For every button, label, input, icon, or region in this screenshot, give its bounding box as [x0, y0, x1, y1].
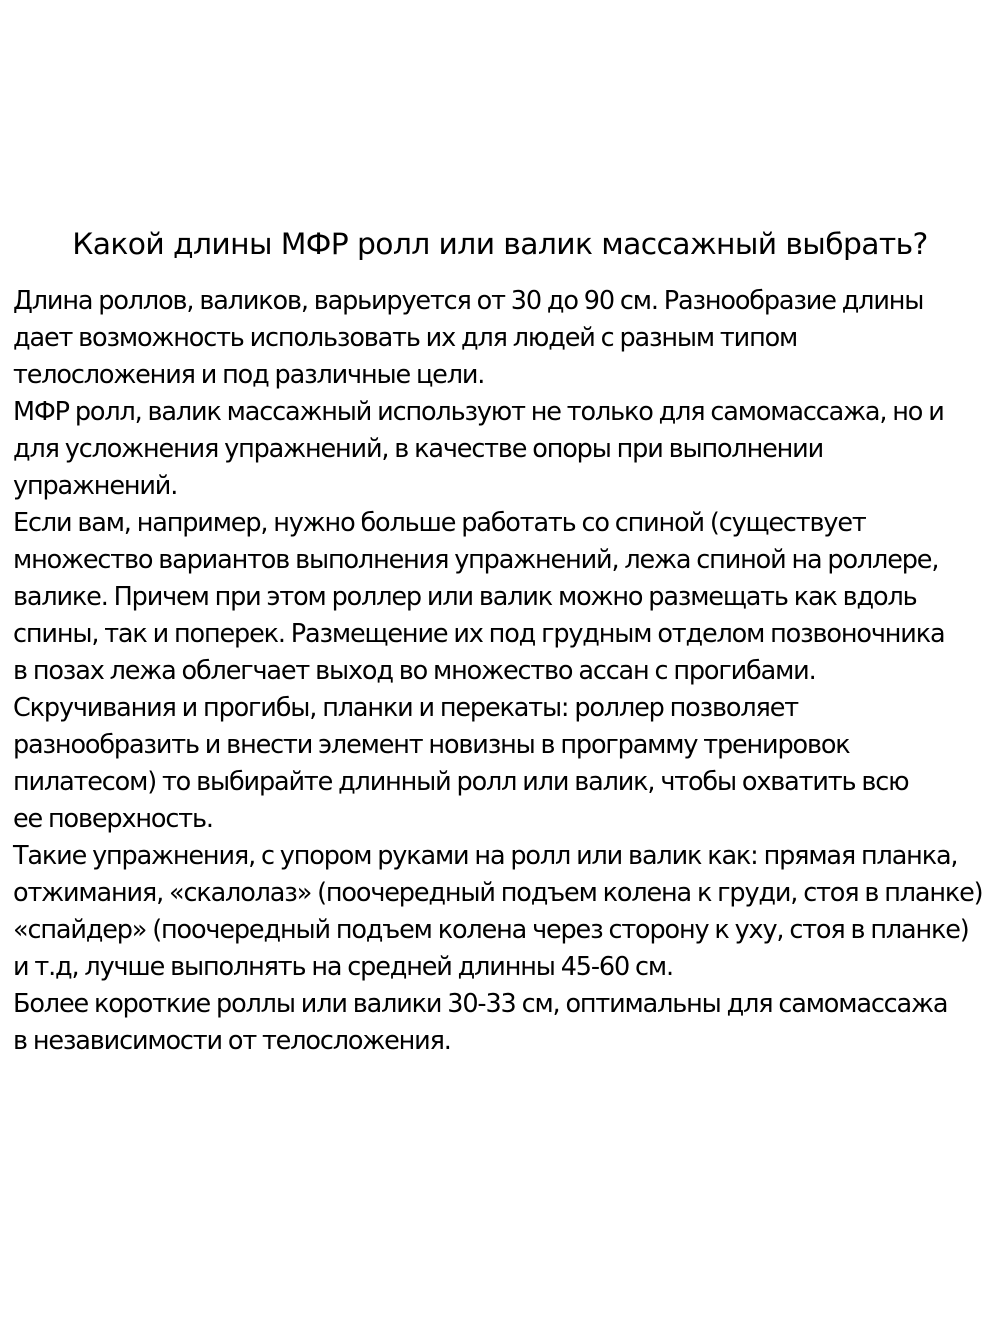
- body-line: дает возможность использовать их для людей с разным типом: [13, 323, 798, 353]
- document-body: [13, 283, 997, 1060]
- body-line: Более короткие роллы или валики 30-33 см, оптимальны для самомассажа: [13, 989, 948, 1019]
- body-line: множество вариантов выполнения упражнений, лежа спиной на роллере,: [13, 545, 939, 575]
- body-line: в позах лежа облегчает выход во множество ассан с прогибами.: [13, 656, 816, 686]
- body-line: Такие упражнения, с упором руками на ролл или валик как: прямая планка,: [13, 841, 958, 871]
- body-line: пилатесом) то выбирайте длинный ролл или валик, чтобы охватить всю: [13, 767, 909, 797]
- document-title: Какой длины МФР ролл или валик массажный выбрать?: [72, 227, 928, 262]
- body-line: в независимости от телосложения.: [13, 1026, 451, 1056]
- body-line: спины, так и поперек. Размещение их под грудным отделом позвоночника: [13, 619, 945, 649]
- body-line: телосложения и под различные цели.: [13, 360, 485, 390]
- body-line: отжимания, «скалолаз» (поочередный подъем колена к груди, стоя в планке): [13, 878, 983, 908]
- body-line: для усложнения упражнений, в качестве опоры при выполнении: [13, 434, 824, 464]
- body-line: Если вам, например, нужно больше работать со спиной (существует: [13, 508, 866, 538]
- body-line: упражнений.: [13, 471, 178, 501]
- body-line: Длина роллов, валиков, варьируется от 30 до 90 см. Разнообразие длины: [13, 286, 924, 316]
- body-line: разнообразить и внести элемент новизны в программу тренировок: [13, 730, 850, 760]
- body-line: МФР ролл, валик массажный используют не только для самомассажа, но и: [13, 397, 944, 427]
- body-line: Скручивания и прогибы, планки и перекаты: роллер позволяет: [13, 693, 798, 723]
- body-line: ее поверхность.: [13, 804, 213, 834]
- body-line: «спайдер» (поочередный подъем колена через сторону к уху, стоя в планке): [13, 915, 969, 945]
- body-line: и т.д, лучше выполнять на средней длинны 45-60 см.: [13, 952, 673, 982]
- body-line: валике. Причем при этом роллер или валик можно размещать как вдоль: [13, 582, 917, 612]
